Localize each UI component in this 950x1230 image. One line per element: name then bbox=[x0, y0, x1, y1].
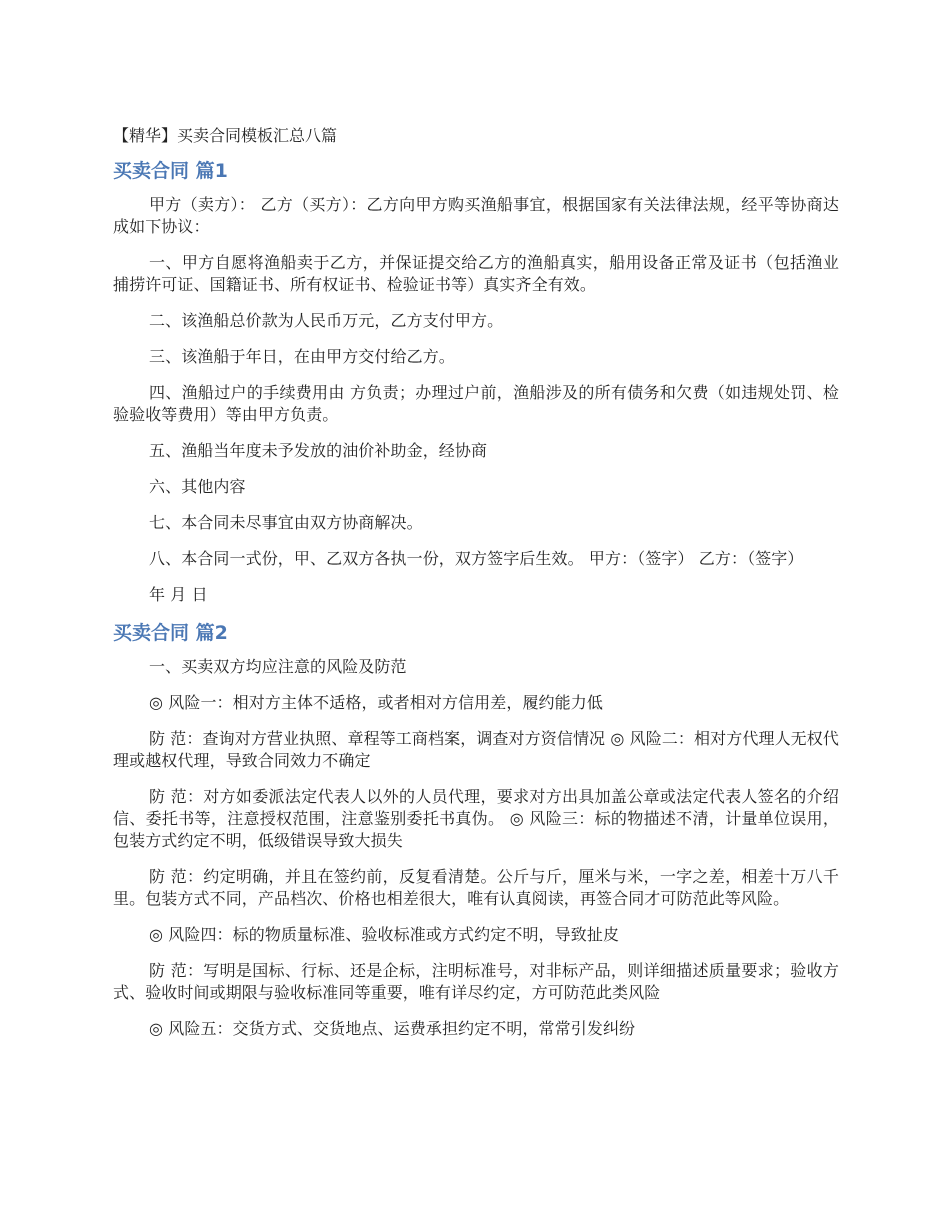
section-heading: 买卖合同 篇1 bbox=[113, 160, 228, 182]
paragraph: 防 范：约定明确，并且在签约前，反复看清楚。公斤与斤，厘米与米，一字之差，相差十万八千里。包装方式不同，产品档次、价格也相差很大，唯有认真阅读，再签合同才可防范此等风险。 bbox=[113, 867, 839, 908]
paragraph: 四、渔船过户的手续费用由 方负责；办理过户前，渔船涉及的所有债务和欠费（如违规处罚、检验验收等费用）等由甲方负责。 bbox=[113, 383, 839, 424]
paragraph: 一、甲方自愿将渔船卖于乙方，并保证提交给乙方的渔船真实，船用设备正常及证书（包括渔业捕捞许可证、国籍证书、所有权证书、检验证书等）真实齐全有效。 bbox=[113, 253, 839, 294]
paragraph: 甲方（卖方）： 乙方（买方）：乙方向甲方购买渔船事宜，根据国家有关法律法规，经平等协商达成如下协议： bbox=[113, 195, 839, 236]
paragraph: ◎ 风险一：相对方主体不适格，或者相对方信用差，履约能力低 bbox=[149, 693, 603, 712]
paragraph: 二、该渔船总价款为人民币万元，乙方支付甲方。 bbox=[149, 311, 504, 330]
section-2 bbox=[113, 620, 839, 1040]
paragraph: 年 月 日 bbox=[149, 585, 208, 604]
document-page bbox=[113, 124, 839, 1054]
document-title: 【精华】买卖合同模板汇总八篇 bbox=[113, 126, 338, 145]
paragraph: 八、本合同一式份，甲、乙双方各执一份，双方签字后生效。 甲方：（签字） 乙方：（签字） bbox=[149, 549, 804, 568]
paragraph: 三、该渔船于年日，在由甲方交付给乙方。 bbox=[149, 347, 455, 366]
paragraph: ◎ 风险四：标的物质量标准、验收标准或方式约定不明，导致扯皮 bbox=[149, 925, 620, 944]
paragraph: 六、其他内容 bbox=[149, 477, 246, 496]
paragraph: 七、本合同未尽事宜由双方协商解决。 bbox=[149, 513, 423, 532]
paragraph: 防 范：查询对方营业执照、章程等工商档案，调查对方资信情况 ◎ 风险二：相对方代理人无权代理或越权代理，导致合同效力不确定 bbox=[113, 729, 839, 770]
paragraph: 五、渔船当年度未予发放的油价补助金，经协商 bbox=[149, 441, 488, 460]
paragraph: 防 范：写明是国标、行标、还是企标，注明标准号，对非标产品，则详细描述质量要求；验收方式、验收时间或期限与验收标准同等重要，唯有详尽约定，方可防范此类风险 bbox=[113, 961, 839, 1002]
section-heading: 买卖合同 篇2 bbox=[113, 622, 228, 644]
paragraph: 一、买卖双方均应注意的风险及防范 bbox=[149, 657, 407, 676]
paragraph: 防 范：对方如委派法定代表人以外的人员代理，要求对方出具加盖公章或法定代表人签名的介绍信、委托书等，注意授权范围，注意鉴别委托书真伪。 ◎ 风险三：标的物描述不清，计量单位误用，包装方式约定不明，低级错误导致大损失 bbox=[113, 787, 839, 850]
paragraph: ◎ 风险五：交货方式、交货地点、运费承担约定不明，常常引发纠纷 bbox=[149, 1019, 636, 1038]
section-1 bbox=[113, 158, 839, 606]
